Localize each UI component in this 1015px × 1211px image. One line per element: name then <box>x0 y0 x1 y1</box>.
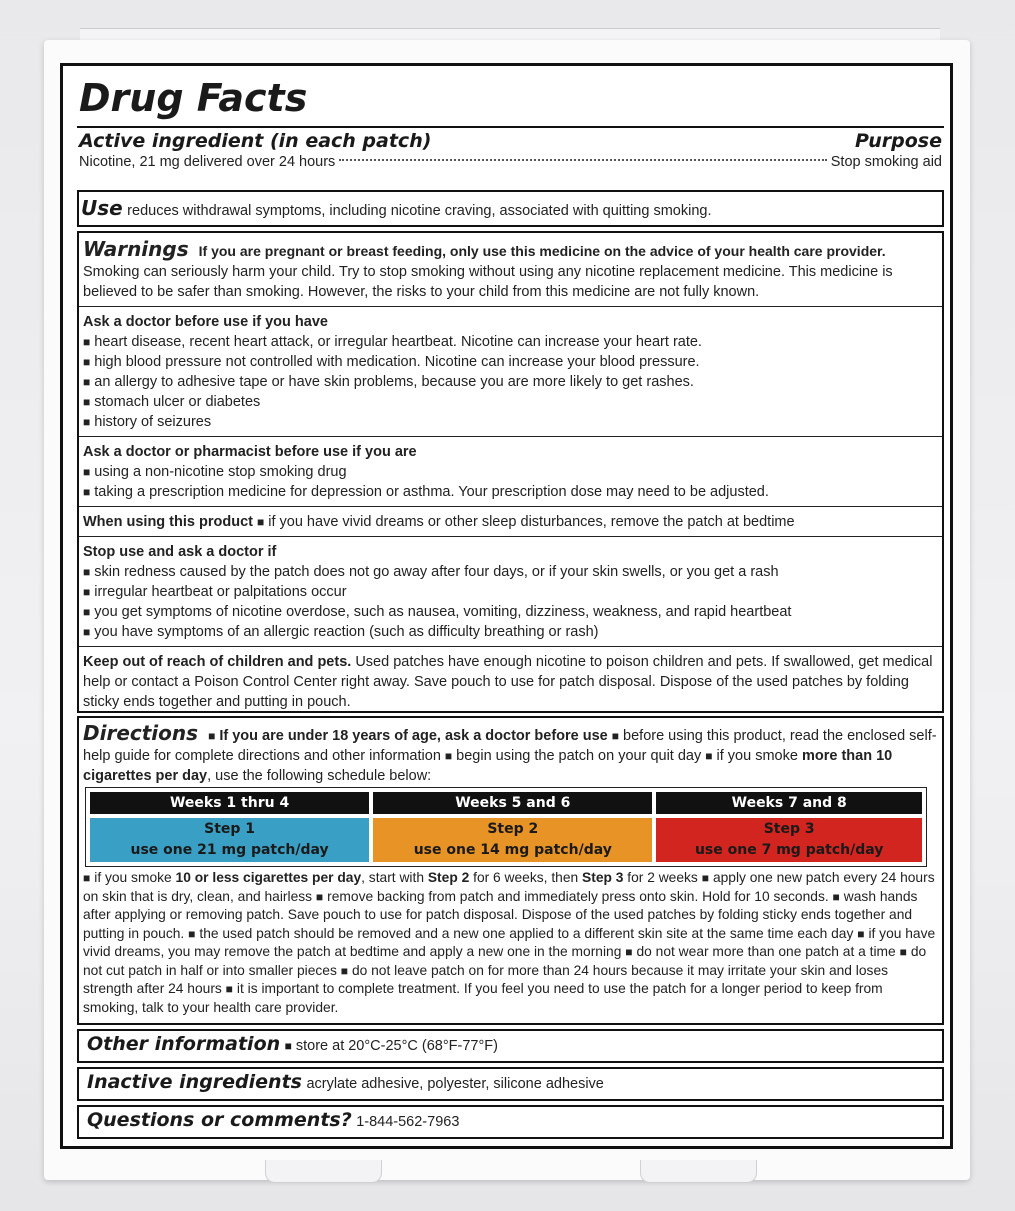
ask-doctor-heading: Ask a doctor before use if you have <box>83 314 328 330</box>
directions-section: Directions ■ If you are under 18 years of age, ask a doctor before use ■ before using this product, read the enclosed self-help guide for complete directions and other information ■ begin using the patch on your quit day ■ if you smoke more than 10 cigarettes per day, use the following schedule below: Weeks 1 thru 4 Weeks 5 and 6 Weeks 7 and 8 Step 1 use one 21 mg patch/day Step 2 use one 14 mg patch/day Step 3 use one 7 mg patch/day ■ if you smoke 10 or less cigarettes per day, start with Step 2 for 6 weeks, then Step 3 for 2 weeks ■ apply one new patch every 24 hours on skin that is dry, clean, and hairless ■ remove backing from patch and immediately press onto skin. Hold for 10 seconds. ■ wash hands after applying or removing patch. Save pouch to use for patch disposal. Dispose of the used patches by folding sticky ends together and putting in pouch. ■ the used patch should be removed and a new one applied to a different skin site at the same time each day ■ if you have vivid dreams, you may remove the patch at bedtime and apply a new one in the morning ■ do not wear more than one patch at a time ■ do not cut patch in half or into smaller pieces ■ do not leave patch on for more than 24 hours because it may irritate your skin and loses strength after 24 hours ■ it is important to complete treatment. If you feel you need to use the patch for a longer period to keep from smoking, talk to your health care provider. <box>77 716 944 1025</box>
schedule-weeks: Weeks 1 thru 4 <box>90 792 369 814</box>
directions-text: , use the following schedule below: <box>207 768 432 784</box>
box-tab-left <box>265 1160 382 1183</box>
list-item: ■ you have symptoms of an allergic reaction (such as difficulty breathing or rash) <box>83 624 599 640</box>
questions-section <box>77 1105 944 1139</box>
inactive-ingredients-section <box>77 1067 944 1101</box>
drug-facts-panel <box>60 63 953 1149</box>
directions-text: before using this product, read the enclosed self-help guide for complete directions and other information <box>83 728 937 764</box>
schedule-step-2: Step 2 use one 14 mg patch/day <box>373 818 652 862</box>
questions-heading: Questions or comments? <box>87 1109 352 1131</box>
use-section <box>77 190 944 227</box>
use-heading: Use <box>81 196 123 220</box>
purpose-heading: Purpose <box>855 130 942 152</box>
page-title: Drug Facts <box>79 76 308 120</box>
list-item: ■ history of seizures <box>83 414 212 430</box>
warnings-lead: If you are pregnant or breast feeding, only use this medicine on the advice of your health care provider. <box>198 243 886 259</box>
warnings-text: Smoking can seriously harm your child. Try to stop smoking without using any nicotine replacement medicine. This medicine is believed to be safer than smoking. However, the risks to your child from this medicine are not fully known. <box>83 264 893 300</box>
dosage-schedule-table <box>85 787 927 867</box>
other-information-heading: Other information <box>87 1033 281 1055</box>
when-using-text: if you have vivid dreams or other sleep disturbances, remove the patch at bedtime <box>268 514 795 530</box>
other-information-section: Other information ■ store at 20°C-25°C (68°F-77°F) <box>77 1029 944 1063</box>
directions-text: if you smoke <box>716 748 798 764</box>
list-item: ■ taking a prescription medicine for depression or asthma. Your prescription dose may need to be adjusted. <box>83 484 769 500</box>
inactive-ingredients-text: acrylate adhesive, polyester, silicone adhesive <box>306 1076 604 1092</box>
directions-heading: Directions <box>83 721 199 745</box>
keep-out-heading: Keep out of reach of children and pets. <box>83 654 352 670</box>
warnings-heading: Warnings <box>83 237 189 261</box>
use-text: reduces withdrawal symptoms, including nicotine craving, associated with quitting smoking. <box>127 203 712 219</box>
schedule-step-1: Step 1 use one 21 mg patch/day <box>90 818 369 862</box>
purpose: Stop smoking aid <box>830 154 942 170</box>
directions-details: ■ if you smoke 10 or less cigarettes per day, start with Step 2 for 6 weeks, then Step 3 for 2 weeks ■ apply one new patch every 24 hours on skin that is dry, clean, and hairless ■ remove backing from patch and immediately press onto skin. Hold for 10 seconds. ■ wash hands after applying or removing patch. Save pouch to use for patch disposal. Dispose of the used patches by folding sticky ends together and putting in pouch. ■ the used patch should be removed and a new one applied to a different skin site at the same time each day ■ if you have vivid dreams, you may remove the patch at bedtime and apply a new one in the morning ■ do not wear more than one patch at a time ■ do not cut patch in half or into smaller pieces ■ do not leave patch on for more than 24 hours because it may irritate your skin and loses strength after 24 hours ■ it is important to complete treatment. If you feel you need to use the patch for a longer period to keep from smoking, talk to your health care provider. <box>83 870 936 1015</box>
active-ingredient: Nicotine, 21 mg delivered over 24 hours <box>79 154 336 170</box>
list-item: ■ you get symptoms of nicotine overdose, such as nausea, vomiting, dizziness, weakness, and rapid heartbeat <box>83 604 792 620</box>
list-item: ■ irregular heartbeat or palpitations occur <box>83 584 347 600</box>
warnings-section: Warnings If you are pregnant or breast feeding, only use this medicine on the advice of your health care provider. Smoking can seriously harm your child. Try to stop smoking without using any nicotine replacement medicine. This medicine is believed to be safer than smoking. However, the risks to your child from this medicine are not fully known. Ask a doctor before use if you have ■ heart disease, recent heart attack, or irregular heartbeat. Nicotine can increase your heart rate. ■ high blood pressure not controlled with medication. Nicotine can increase your blood pressure. ■ an allergy to adhesive tape or have skin problems, because you are more likely to get rashes. ■ stomach ulcer or diabetes ■ history of seizures Ask a doctor or pharmacist before use if you are ■ using a non-nicotine stop smoking drug ■ taking a prescription medicine for depression or asthma. Your prescription dose may need to be adjusted. When using this product ■ if you have vivid dreams or other sleep disturbances, remove the patch at bedtime Stop use and ask a doctor if ■ skin redness caused by the patch does not go away after four days, or if your skin swells, or you get a rash ■ irregular heartbeat or palpitations occur ■ you get symptoms of nicotine overdose, such as nausea, vomiting, dizziness, weakness, and rapid heartbeat ■ you have symptoms of an allergic reaction (such as difficulty breathing or rash) Keep out of reach of children and pets. Used patches have enough nicotine to poison children and pets. If swallowed, get medical help or contact a Poison Control Center right away. Save pouch to use for patch disposal. Dispose of the used patches by folding sticky ends together and putting in pouch. <box>77 231 944 713</box>
directions-under18: If you are under 18 years of age, ask a doctor before use <box>219 728 608 744</box>
box-tab-right <box>640 1160 757 1183</box>
questions-phone: 1-844-562-7963 <box>356 1114 460 1130</box>
schedule-step-3: Step 3 use one 7 mg patch/day <box>656 818 922 862</box>
directions-text: more than 10 cigarettes per day <box>83 748 893 784</box>
stop-use-heading: Stop use and ask a doctor if <box>83 544 277 560</box>
ask-pharmacist-heading: Ask a doctor or pharmacist before use if you are <box>83 444 417 460</box>
keep-out-text: Used patches have enough nicotine to poison children and pets. If swallowed, get medical help or contact a Poison Control Center right away. Save pouch to use for patch disposal. Dispose of the used patches by folding sticky ends together and putting in pouch. <box>83 654 933 710</box>
list-item: ■ an allergy to adhesive tape or have skin problems, because you are more likely to get rashes. <box>83 374 694 390</box>
list-item: ■ using a non-nicotine stop smoking drug <box>83 464 347 480</box>
list-item: ■ skin redness caused by the patch does not go away after four days, or if your skin swells, or you get a rash <box>83 564 779 580</box>
directions-text: begin using the patch on your quit day <box>456 748 702 764</box>
schedule-weeks: Weeks 5 and 6 <box>373 792 652 814</box>
active-ingredient-heading: Active ingredient (in each patch) <box>79 130 432 152</box>
list-item: ■ heart disease, recent heart attack, or irregular heartbeat. Nicotine can increase your heart rate. <box>83 334 702 350</box>
when-using-heading: When using this product <box>83 514 253 530</box>
list-item: ■ stomach ulcer or diabetes <box>83 394 261 410</box>
schedule-weeks: Weeks 7 and 8 <box>656 792 922 814</box>
inactive-ingredients-heading: Inactive ingredients <box>87 1071 302 1093</box>
list-item: ■ high blood pressure not controlled with medication. Nicotine can increase your blood pressure. <box>83 354 700 370</box>
other-information-text: store at 20°C-25°C (68°F-77°F) <box>295 1038 498 1054</box>
drug-facts-header <box>77 70 944 184</box>
